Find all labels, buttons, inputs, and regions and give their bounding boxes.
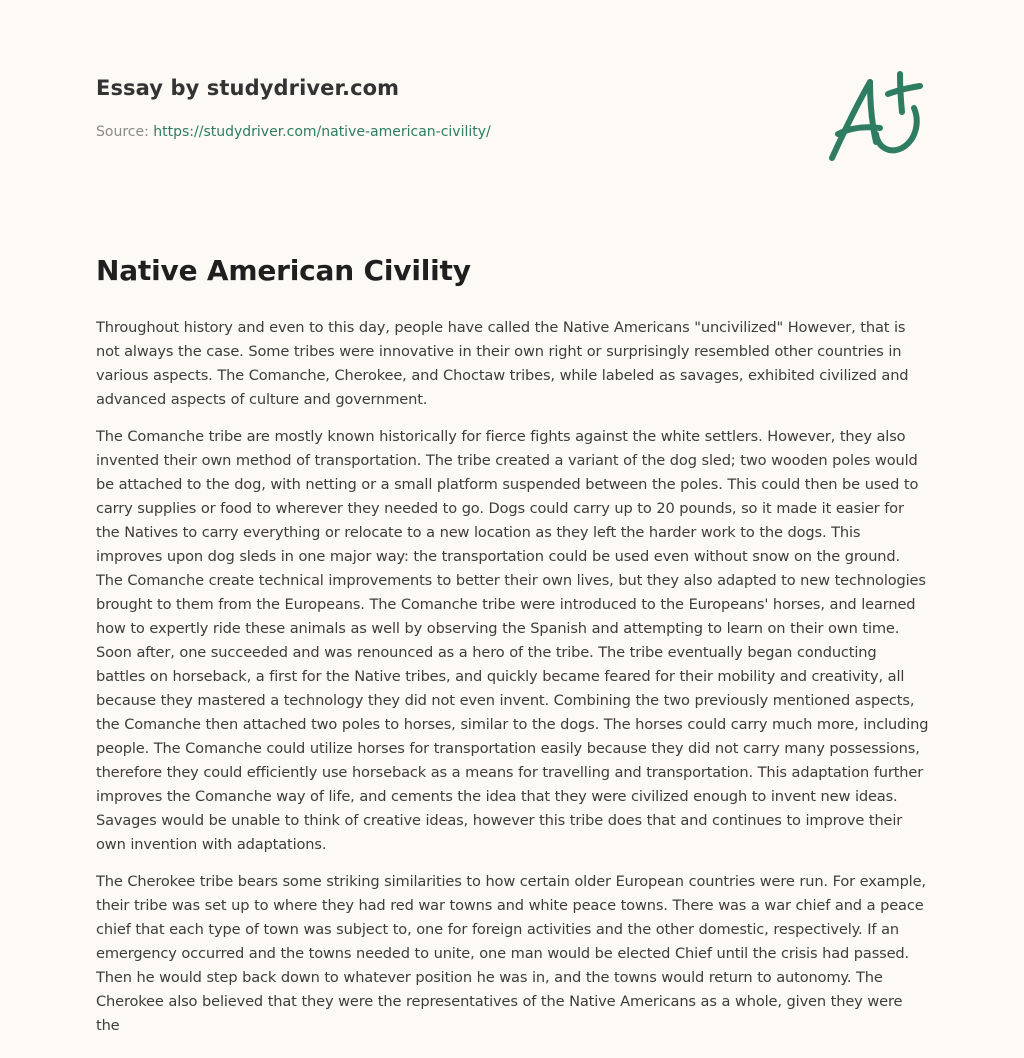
source-line	[96, 124, 491, 140]
brand-title: Essay by studydriver.com	[96, 76, 400, 100]
paragraph-intro: Throughout history and even to this day, people have called the Native Americans "uncivilized" However, that is not always the case. Some tribes were innovative in their own right or surprisingly resembled other countries in various aspects. The Comanche, Cherokee, and Choctaw tribes, while labeled as savages, exhibited civilized and advanced aspects of culture and government.	[96, 319, 909, 408]
document-title: Native American Civility	[96, 254, 471, 287]
paragraph-cherokee: The Cherokee tribe bears some striking similarities to how certain older European countries were run. For example, their tribe was set up to where they had red war towns and white peace towns. There was a war chief and a peace chief that each type of town was subject to, one for foreign activities and the other domestic, respectively. If an emergency occurred and the towns needed to unite, one man would be elected Chief until the crisis had passed. Then he would step back down to whatever position he was in, and the towns would return to autonomy. The Cherokee also believed that they were the representatives of the Native Americans as a whole, given they were the	[96, 873, 926, 1034]
paragraph-comanche: The Comanche tribe are mostly known historically for fierce fights against the white settlers. However, they also invented their own method of transportation. The tribe created a variant of the dog sled; two wooden poles would be attached to the dog, with netting or a small platform suspended between the poles. This could then be used to carry supplies or food to wherever they needed to go. Dogs could carry up to 20 pounds, so it made it easier for the Natives to carry everything or relocate to a new location as they left the harder work to the dogs. This improves upon dog sleds in one major way: the transportation could be used even without snow on the ground. The Comanche create technical improvements to better their own lives, but they also adapted to new technologies brought to them from the Europeans. The Comanche tribe were introduced to the Europeans' horses, and learned how to expertly ride these animals as well by observing the Spanish and attempting to learn on their own time. Soon after, one succeeded and was renounced as a hero of the tribe. The tribe eventually began conducting battles on horseback, a first for the Native tribes, and quickly became feared for their mobility and creativity, all because they mastered a technology they did not even invent. Combining the two previously mentioned aspects, the Comanche then attached two poles to horses, similar to the dogs. The horses could carry much more, including people. The Comanche could utilize horses for transportation easily because they did not carry many possessions, therefore they could efficiently use horseback as a means for travelling and transportation. This adaptation further improves the Comanche way of life, and cements the idea that they were civilized enough to invent new ideas. Savages would be unable to think of creative ideas, however this tribe does that and continues to improve their own invention with adaptations.	[96, 428, 929, 853]
essay-body	[96, 316, 930, 1051]
a-plus-grade-icon	[824, 68, 928, 164]
source-label: Source:	[96, 124, 149, 140]
page-header	[96, 0, 928, 200]
source-link[interactable]: https://studydriver.com/native-american-civility/	[153, 124, 491, 140]
